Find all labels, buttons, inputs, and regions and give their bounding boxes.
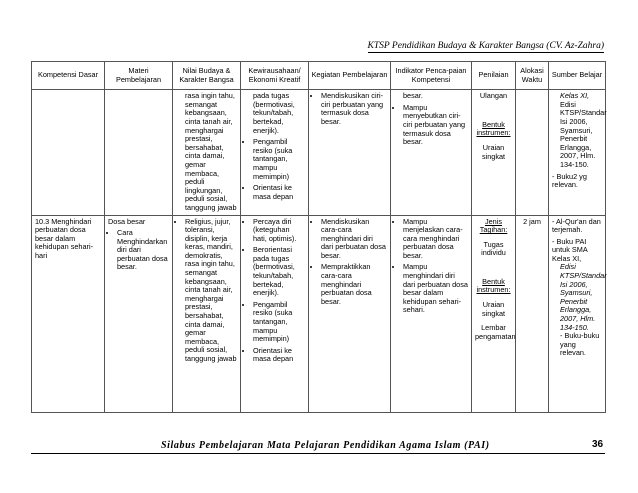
list-item: • Mampu menghindari diri dari perbuatan dosa besar dalam kehidupan sehari-sehari. <box>403 263 468 315</box>
sumber-text: Edisi KTSP/Standar Isi 2006, Syamsuri, Penerbit Erlangga, 2007, Hlm. 134-150. <box>560 262 607 332</box>
list-item: • Orientasi ke masa depan <box>253 184 305 201</box>
table-header-row <box>32 62 606 90</box>
list-item: • Percaya diri (keteguhan hati, optimis). <box>253 218 305 244</box>
penilaian-text: Lembar pengamatan <box>475 323 516 341</box>
sumber-text: - Buku PAI untuk SMA Kelas XI, <box>552 236 588 263</box>
penilaian-text: Bentuk instrumen: <box>476 119 511 138</box>
waktu-cell <box>516 215 549 412</box>
waktu-cell <box>516 90 549 215</box>
penilaian-text: Ulangan <box>479 91 508 101</box>
list-item: • Pengambil resiko (suka tantangan, mampu memimpin) <box>253 138 305 181</box>
col-header: Kegiatan Pembelajaran <box>309 62 391 90</box>
col-header: Kompetensi Dasar <box>32 62 105 90</box>
materi-title: Dosa besar <box>108 216 146 226</box>
materi-cell <box>105 215 173 412</box>
list-item: • Mempraktikkan cara-cara menghindari perbuatan dosa besar. <box>321 263 387 306</box>
penilaian-text: Uraian singkat <box>481 142 506 161</box>
nilai-text: rasa ingin tahu, semangat kebangsaan, cinta tanah air, menghargai prestasi, bersahabat, cinta damai, gemar membaca, peduli lingkungan, peduli sosial, tanggung jawab <box>185 91 237 212</box>
materi-cell <box>105 90 173 215</box>
list-item: • Mampu menyebutkan ciri-ciri perbuatan yang termasuk dosa besar. <box>403 104 468 147</box>
indikator-text: besar. <box>403 91 423 101</box>
list-item: • Mendiskusikan cara-cara menghindari diri dari perbuatan dosa besar. <box>321 218 387 261</box>
document-header: KTSP Pendidikan Budaya & Karakter Bangsa (CV. Az-Zahra) <box>367 41 604 51</box>
waktu-text: 2 jam <box>523 216 541 226</box>
sumber-text: - Buku2 yg relevan. <box>552 171 587 190</box>
sumber-cell <box>549 215 606 412</box>
col-header: Kewirausahaan/ Ekonomi Kreatif <box>241 62 309 90</box>
list-item: • Religius, jujur, toleransi, disiplin, kerja keras, mandiri, demokratis, rasa ingin tahu, semangat kebangsaan, cinta tanah air, menghargai prestasi, bersahabat, cinta damai, gemar membaca, peduli sosial, tanggung jawab <box>185 218 237 364</box>
penilaian-cell <box>472 90 516 215</box>
kd-cell <box>32 90 105 215</box>
penilaian-text: Bentuk instrumen: <box>476 276 511 295</box>
document-footer: Silabus Pembelajaran Mata Pelajaran Pendidikan Agama Islam (PAI) <box>161 440 490 451</box>
kd-text: 10.3 Menghindari perbuatan dosa besar dalam kehidupan sehari-hari <box>35 216 94 260</box>
kewirausahaan-cell <box>241 90 309 215</box>
penilaian-text: Tugas individu <box>481 239 506 258</box>
nilai-cell <box>173 90 241 215</box>
list-item: • Mampu menjelaskan cara-cara menghindari perbuatan dosa besar. <box>403 218 468 261</box>
list-item: • Mendiskusikan ciri-ciri perbuatan yang termasuk dosa besar. <box>321 92 387 126</box>
table-row <box>32 215 606 412</box>
kewirausahaan-cell <box>241 215 309 412</box>
sumber-text: Kelas XI, <box>560 91 590 101</box>
kd-cell <box>32 215 105 412</box>
sumber-text: - Buku-buku yang relevan. <box>560 331 600 358</box>
kegiatan-cell <box>309 90 391 215</box>
col-header: Materi Pembelajaran <box>105 62 173 90</box>
syllabus-table <box>31 61 606 413</box>
table-row <box>32 90 606 215</box>
col-header: Penilaian <box>472 62 516 90</box>
sumber-text: - Al-Qur'an dan terjemah. <box>552 216 601 235</box>
kegiatan-cell <box>309 215 391 412</box>
list-item: • Orientasi ke masa depan <box>253 347 305 364</box>
footer-divider <box>31 453 605 454</box>
kewirausahaan-text: pada tugas (bermotivasi, tekun/tabah, bertekad, enerjik). <box>253 91 295 135</box>
col-header: Indikator Penca-paian Kompetensi <box>391 62 472 90</box>
penilaian-text: Jenis Tagihan: <box>479 216 508 235</box>
col-header: Nilai Budaya & Karakter Bangsa <box>173 62 241 90</box>
indikator-cell <box>391 90 472 215</box>
sumber-text: Edisi KTSP/Standar Isi 2006, Syamsuri, Penerbit Erlangga, 2007, Hlm. 134-150. <box>560 99 607 169</box>
sumber-cell <box>549 90 606 215</box>
col-header: Sumber Belajar <box>549 62 606 90</box>
page-number: 36 <box>592 439 604 450</box>
penilaian-text: Uraian singkat <box>481 300 506 318</box>
indikator-cell <box>391 215 472 412</box>
col-header: Alokasi Waktu <box>516 62 549 90</box>
list-item: • Cara Menghindarkan diri dari perbuatan dosa besar. <box>117 229 169 272</box>
penilaian-cell <box>472 215 516 412</box>
nilai-cell <box>173 215 241 412</box>
list-item: • Pengambil resiko (suka tantangan, mampu memimpin) <box>253 301 305 344</box>
list-item: • Berorientasi pada tugas (bermotivasi, tekun/tabah, bertekad, enerjik). <box>253 246 305 298</box>
